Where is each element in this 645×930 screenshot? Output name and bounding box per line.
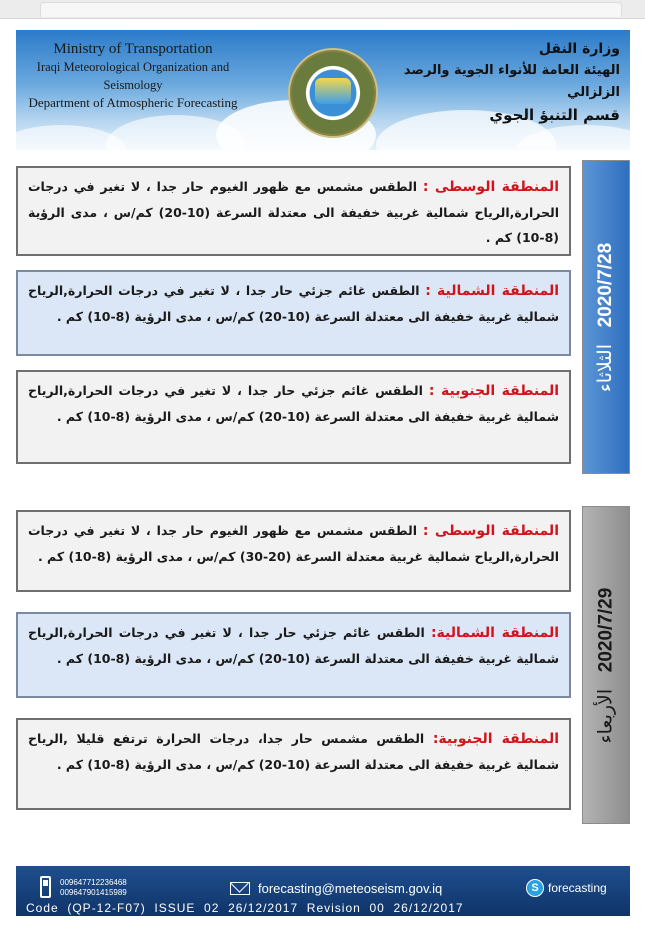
day-name: الثلاثاء	[594, 343, 617, 392]
english-header	[28, 40, 238, 112]
day-label-1	[595, 242, 618, 391]
phone-icon	[40, 876, 51, 898]
region-central-day1	[16, 166, 571, 256]
ministry-name-en: Ministry of Transportation	[53, 41, 213, 57]
region-name: المنطقة الجنوبية :	[428, 383, 560, 399]
skype-icon: S	[526, 879, 544, 897]
email-link[interactable]: forecasting@meteoseism.gov.iq	[258, 881, 443, 896]
organization-name-ar: الهيئة العامة للأنواء الجوية والرصد الزلزالي	[403, 63, 620, 100]
region-forecast: الطقس غائم جزئي حار جدا ، لا تغير في درجات الحرارة,الرياح شمالية غربية خفيفة الى معتدلة السرعة (10-20) كم/س ، مدى الرؤية (8-10) كم .	[28, 283, 559, 324]
day-date: 2020/7/28	[595, 242, 617, 327]
organization-name-en: Iraqi Meteorological Organization and Seismology	[36, 60, 230, 92]
header-banner	[16, 30, 630, 150]
document-code: Code (QP-12-F07) ISSUE 02 26/12/2017 Revision 00 26/12/2017	[26, 901, 464, 915]
contact-footer	[16, 866, 630, 916]
region-forecast: الطقس غائم جزئي حار جدا ، لا تغير في درجات الحرارة,الرياح شمالية غربية خفيفة الى معتدلة السرعة (10-20) كم/س ، مدى الرؤية (8-10) كم .	[28, 383, 559, 424]
top-strip	[0, 0, 645, 19]
phone-number[interactable]: 009647712236468	[60, 878, 127, 887]
arabic-header	[400, 38, 620, 126]
region-name: المنطقة الجنوبية:	[432, 731, 560, 747]
region-forecast: الطقس مشمس مع ظهور الغيوم حار جدا ، لا تغير في درجات الحرارة,الرياح شمالية غربية خفيفة الى معتدلة السرعة (10-20) كم/س ، مدى الرؤية (8-10) كم .	[28, 179, 560, 245]
region-north-day2	[16, 612, 571, 698]
organization-logo	[288, 48, 378, 138]
day-tab-1	[582, 160, 630, 474]
day-label-2	[595, 587, 618, 743]
region-forecast: الطقس مشمس مع ظهور الغيوم حار جدا ، لا تغير في درجات الحرارة,الرياح شمالية غربية معتدلة السرعة (20-30) كم/س ، مدى الرؤية (8-10) كم .	[28, 523, 559, 564]
day-section-2	[16, 506, 630, 822]
cloud-decoration	[16, 125, 126, 150]
day-tab-2	[582, 506, 630, 824]
phone-numbers	[60, 878, 127, 898]
region-forecast: الطقس غائم جزئي حار جدا ، لا تغير في درجات الحرارة,الرياح شمالية غربية خفيفة الى معتدلة السرعة (10-20) كم/س ، مدى الرؤية (8-10) كم .	[28, 625, 559, 666]
department-name-ar: قسم التنبؤ الجوي	[489, 106, 620, 124]
day-date: 2020/7/29	[595, 587, 617, 672]
region-name: المنطقة الشمالية :	[425, 283, 559, 299]
mail-icon	[230, 882, 250, 895]
region-north-day1	[16, 270, 571, 356]
day-section-1	[16, 160, 630, 472]
region-name: المنطقة الشمالية:	[430, 625, 559, 641]
region-central-day2	[16, 510, 571, 592]
skype-handle[interactable]: forecasting	[548, 881, 607, 895]
day-name: الأربعاء	[594, 688, 617, 743]
ministry-name-ar: وزارة النقل	[538, 41, 620, 57]
region-name: المنطقة الوسطى :	[422, 523, 559, 539]
region-name: المنطقة الوسطى :	[422, 179, 559, 195]
phone-number[interactable]: 009647901415989	[60, 888, 127, 897]
weather-emblem-icon	[315, 78, 351, 104]
region-south-day2	[16, 718, 571, 810]
top-tab	[40, 2, 622, 17]
department-name-en: Department of Atmospheric Forecasting	[28, 95, 238, 110]
region-forecast: الطقس مشمس حار جدا، درجات الحرارة ترتفع قليلا ,الرياح شمالية غربية خفيفة الى معتدلة السرعة (10-20) كم/س ، مدى الرؤية (8-10) كم .	[28, 731, 559, 772]
region-south-day1	[16, 370, 571, 464]
